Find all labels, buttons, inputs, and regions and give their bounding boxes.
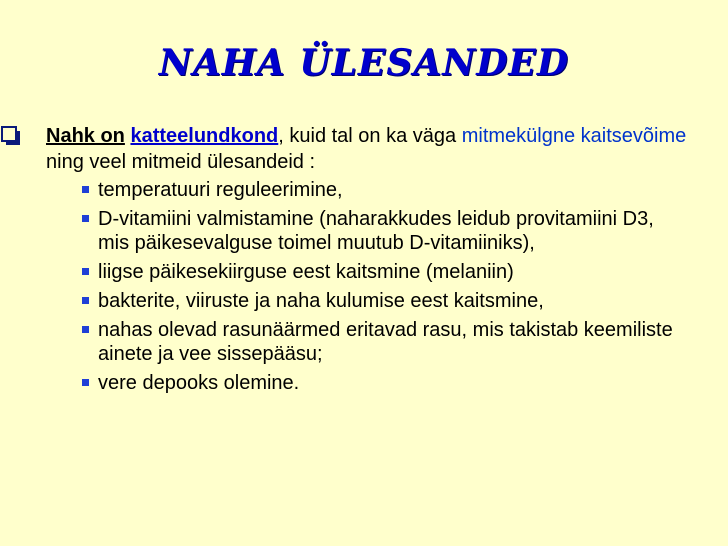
hollow-square-icon [0, 123, 22, 149]
list-item: D-vitamiini valmistamine (naharakkudes leidub provitamiini D3, mis päikesevalguse toimel muutub D-vitamiiniks), [98, 207, 688, 255]
intro-highlight: mitmekülgne kaitsevõime [461, 125, 687, 147]
filled-square-icon [82, 379, 89, 386]
list-item: liigse päikesekiirguse eest kaitsmine (melaniin) [98, 260, 688, 284]
list-item: vere depooks olemine. [98, 371, 688, 395]
list-item: temperatuuri reguleerimine, [98, 178, 688, 202]
filled-square-icon [82, 215, 89, 222]
filled-square-icon [82, 268, 89, 275]
filled-square-icon [82, 297, 89, 304]
slide-title: NAHA ÜLESANDED [158, 42, 570, 84]
intro-tail: ning veel mitmeid ülesandeid : [46, 151, 316, 173]
intro-lead: Nahk on [46, 125, 125, 147]
list-item: nahas olevad rasunäärmed eritavad rasu, mis takistab keemiliste ainete ja vee sissepääsu; [98, 318, 688, 366]
list-item: bakterite, viiruste ja naha kulumise eest kaitsmine, [98, 289, 688, 313]
intro-link-term[interactable]: katteelundkond [130, 125, 279, 147]
filled-square-icon [82, 326, 89, 333]
task-list [98, 178, 688, 400]
intro-text: , kuid tal on ka väga [278, 125, 457, 147]
intro-paragraph [46, 123, 696, 175]
filled-square-icon [82, 186, 89, 193]
